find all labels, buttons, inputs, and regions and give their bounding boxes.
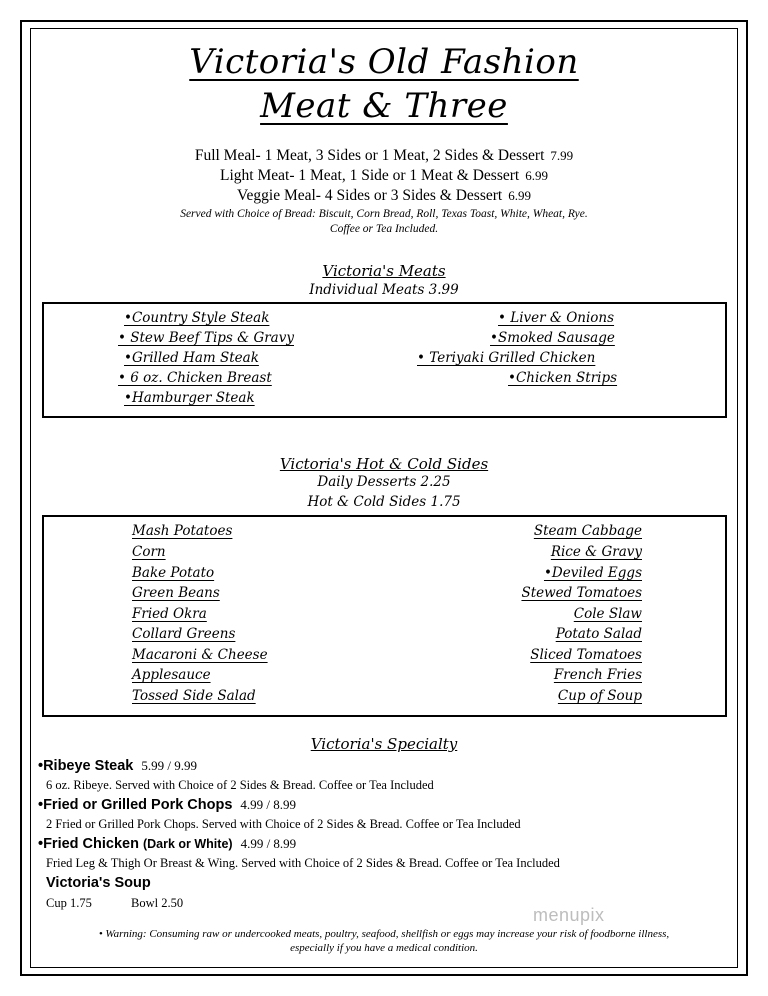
meat-item: •Chicken Strips [508, 370, 618, 386]
specialty-price: 4.99 / 8.99 [240, 797, 297, 812]
soup-cup-price: Cup 1.75 [46, 896, 92, 910]
side-item: Fried Okra [132, 606, 207, 622]
side-item: French Fries [553, 667, 642, 683]
specialty-name: •Fried or Grilled Pork Chops [38, 797, 233, 813]
specialty-note: (Dark or White) [142, 837, 233, 851]
side-item: Cup of Soup [557, 688, 642, 704]
specialty-section-title: Victoria's Specialty [310, 735, 458, 753]
side-item: Mash Potatoes [132, 523, 233, 539]
soup-bowl-price: Bowl 2.50 [131, 896, 184, 910]
desserts-price-note: Daily Desserts 2.25 [317, 474, 451, 490]
side-item: Steam Cabbage [533, 523, 642, 539]
meal-label: Veggie Meal- 4 Sides or 3 Sides & Dessert [237, 187, 503, 204]
food-safety-warning: • Warning: Consuming raw or undercooked meats, poultry, seafood, shellfish or eggs may increase your risk of foodborne illness, [98, 928, 670, 940]
menu-title-line1: Victoria's Old Fashion [189, 42, 579, 82]
coffee-note: Coffee or Tea Included. [329, 223, 439, 235]
meal-option-full [0, 147, 768, 165]
meats-section-title: Victoria's Meats [322, 262, 446, 280]
meat-item: • Liver & Onions [498, 310, 615, 326]
side-item: Macaroni & Cheese [132, 647, 268, 663]
specialty-item-pork-chops [38, 797, 296, 813]
food-safety-warning-2: especially if you have a medical condition. [290, 942, 478, 954]
specialty-price: 4.99 / 8.99 [240, 836, 297, 851]
side-item: Stewed Tomatoes [521, 585, 642, 601]
side-item: Rice & Gravy [550, 544, 642, 560]
meat-item: • 6 oz. Chicken Breast [118, 370, 272, 386]
specialty-name: •Fried Chicken [38, 836, 139, 852]
meal-label: Light Meat- 1 Meat, 1 Side or 1 Meat & Dessert [220, 167, 520, 184]
menupix-watermark: menupix [533, 905, 605, 925]
specialty-item-fried-chicken [38, 836, 296, 852]
side-item: Green Beans [132, 585, 220, 601]
specialty-price: 5.99 / 9.99 [141, 758, 197, 773]
specialty-desc: 2 Fried or Grilled Pork Chops. Served with Choice of 2 Sides & Bread. Coffee or Tea Included [46, 817, 521, 831]
meat-item: •Smoked Sausage [490, 330, 615, 346]
meat-item: •Country Style Steak [124, 310, 270, 326]
specialty-desc: 6 oz. Ribeye. Served with Choice of 2 Sides & Bread. Coffee or Tea Included [46, 778, 434, 792]
meat-item: •Hamburger Steak [124, 390, 255, 406]
specialty-name: •Ribeye Steak [38, 758, 134, 774]
menu-title-line2: Meat & Three [260, 86, 508, 126]
side-item: Corn [132, 544, 166, 560]
meat-item: • Teriyaki Grilled Chicken [417, 350, 596, 366]
sides-section-title: Victoria's Hot & Cold Sides [279, 455, 489, 473]
sides-price-note: Hot & Cold Sides 1.75 [307, 494, 461, 510]
meat-item: • Stew Beef Tips & Gravy [118, 330, 294, 346]
side-item: •Deviled Eggs [543, 565, 642, 581]
side-item: Cole Slaw [573, 606, 642, 622]
soup-title: Victoria's Soup [46, 875, 151, 891]
meal-price: 7.99 [550, 148, 574, 163]
bread-note: Served with Choice of Bread: Biscuit, Corn Bread, Roll, Texas Toast, White, Wheat, Rye. [180, 208, 588, 220]
side-item: Bake Potato [132, 565, 215, 581]
meat-item: •Grilled Ham Steak [124, 350, 259, 366]
specialty-item-ribeye [38, 758, 197, 774]
meal-price: 6.99 [508, 188, 531, 203]
meal-option-veggie [0, 187, 768, 205]
meal-label: Full Meal- 1 Meat, 3 Sides or 1 Meat, 2 Sides & Dessert [194, 147, 545, 164]
side-item: Potato Salad [555, 626, 642, 642]
meats-price-note: Individual Meats 3.99 [309, 282, 459, 298]
side-item: Collard Greens [132, 626, 236, 642]
side-item: Sliced Tomatoes [530, 647, 642, 663]
side-item: Tossed Side Salad [132, 688, 256, 704]
side-item: Applesauce [132, 667, 211, 683]
meal-option-light [0, 167, 768, 185]
meal-price: 6.99 [525, 168, 548, 183]
specialty-desc: Fried Leg & Thigh Or Breast & Wing. Served with Choice of 2 Sides & Bread. Coffee or Tea Included [46, 856, 560, 870]
